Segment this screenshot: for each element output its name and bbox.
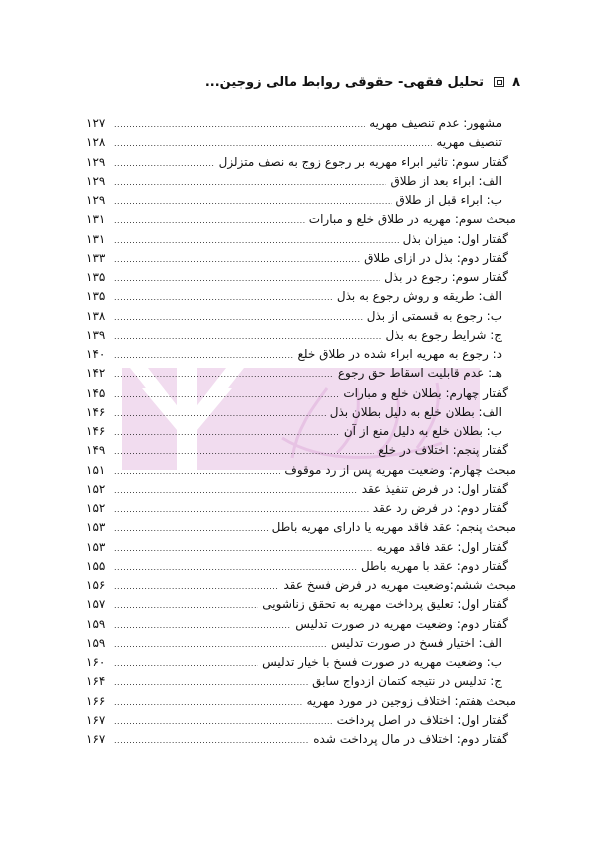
- dot-leader: [114, 500, 369, 519]
- toc-entry[interactable]: الف: طریقه و روش رجوع به بذل ..... ۱۳۵: [86, 287, 516, 306]
- toc-entry[interactable]: گفتار دوم: وضعیت مهریه در صورت تدلیس ..... ۱۵۹: [86, 615, 516, 634]
- toc-entry[interactable]: ج: تدلیس در نتیجه کتمان ازدواج سابق ..... ۱۶۴: [86, 672, 516, 691]
- header-page-number: ۸: [512, 75, 520, 90]
- dot-leader: [114, 596, 258, 615]
- toc-entry[interactable]: ب: رجوع به قسمتی از بذل ..... ۱۳۸: [86, 307, 516, 326]
- dot-leader: [114, 308, 363, 327]
- dot-leader: [114, 442, 374, 461]
- dot-leader: [114, 731, 309, 750]
- dot-leader: [114, 462, 280, 481]
- dot-leader: [114, 154, 215, 173]
- dot-leader: [114, 288, 333, 307]
- toc-entry[interactable]: گفتار اول: عقد فاقد مهریه ..... ۱۵۳: [86, 538, 516, 557]
- toc-entry[interactable]: گفتار اول: اختلاف در اصل پرداخت ..... ۱۶۷: [86, 711, 516, 730]
- dot-leader: [114, 231, 399, 250]
- dot-leader: [114, 134, 432, 153]
- dot-leader: [114, 346, 294, 365]
- toc-entry[interactable]: د: رجوع به مهریه ابراء شده در طلاق خلع ..... ۱۴۰: [86, 345, 516, 364]
- dot-leader: [114, 211, 305, 230]
- toc-entry[interactable]: گفتار دوم: عقد با مهریه باطل ..... ۱۵۵: [86, 557, 516, 576]
- toc-entry[interactable]: گفتار دوم: در فرض رد عقد ..... ۱۵۲: [86, 499, 516, 518]
- dot-leader: [114, 654, 258, 673]
- dot-leader: [114, 173, 386, 192]
- dot-leader: [114, 423, 340, 442]
- dot-leader: [114, 635, 327, 654]
- dot-leader: [114, 616, 291, 635]
- toc-entry[interactable]: الف: بطلان خلع به دلیل بطلان بذل ..... ۱۴۶: [86, 403, 516, 422]
- toc-entry[interactable]: الف: ابراء بعد از طلاق ..... ۱۲۹: [86, 172, 516, 191]
- running-header: [80, 74, 520, 92]
- dot-leader: [114, 673, 308, 692]
- dot-leader: [114, 327, 382, 346]
- toc-entry[interactable]: گفتار سوم: رجوع در بذل ..... ۱۳۵: [86, 268, 516, 287]
- header-title: تحلیل فقهی- حقوقی روابط مالی زوجین...: [204, 75, 484, 90]
- toc-entry[interactable]: تنصیف مهریه ..... ۱۲۸: [86, 133, 516, 152]
- toc-entry[interactable]: گفتار پنجم: اختلاف در خلع ..... ۱۴۹: [86, 441, 516, 460]
- toc-entry[interactable]: مبحث ششم:وضعیت مهریه در فرض فسخ عقد ..... ۱۵۶: [86, 576, 516, 595]
- toc-entry[interactable]: هـ: عدم قابلیت اسقاط حق رجوع ..... ۱۴۲: [86, 364, 516, 383]
- dot-leader: [114, 577, 279, 596]
- toc-entry[interactable]: گفتار سوم: تاثیر ابراء مهریه بر رجوع زوج به نصف متزلزل ..... ۱۲۹: [86, 153, 516, 172]
- dot-leader: [114, 365, 334, 384]
- toc-entry[interactable]: مبحث چهارم: وضعیت مهریه پس از رد موقوف ..... ۱۵۱: [86, 461, 516, 480]
- dot-leader: [114, 712, 333, 731]
- toc-entry[interactable]: مبحث هفتم: اختلاف زوجین در مورد مهریه ..... ۱۶۶: [86, 692, 516, 711]
- dot-leader: [114, 192, 392, 211]
- dot-leader: [114, 115, 365, 134]
- toc-entry[interactable]: مبحث پنجم: عقد فاقد مهریه یا دارای مهریه باطل ..... ۱۵۳: [86, 518, 516, 537]
- toc-entry[interactable]: ب: بطلان خلع به دلیل منع از آن ..... ۱۴۶: [86, 422, 516, 441]
- dot-leader: [114, 539, 373, 558]
- toc-entry[interactable]: الف: اختیار فسخ در صورت تدلیس ..... ۱۵۹: [86, 634, 516, 653]
- dot-leader: [114, 481, 358, 500]
- toc-entry[interactable]: مشهور: عدم تنصیف مهریه ..... ۱۲۷: [86, 114, 516, 133]
- toc-entry[interactable]: گفتار دوم: اختلاف در مال پرداخت شده ..... ۱۶۷: [86, 730, 516, 749]
- toc-entry[interactable]: ب: وضعیت مهریه در صورت فسخ با خیار تدلیس ..... ۱۶۰: [86, 653, 516, 672]
- dot-leader: [114, 250, 360, 269]
- table-of-contents: [86, 114, 516, 749]
- toc-entry[interactable]: گفتار دوم: بذل در ازای طلاق ..... ۱۳۳: [86, 249, 516, 268]
- toc-entry[interactable]: مبحث سوم: مهریه در طلاق خلع و مبارات ..... ۱۳۱: [86, 210, 516, 229]
- dot-leader: [114, 269, 380, 288]
- toc-entry[interactable]: گفتار اول: میزان بذل ..... ۱۳۱: [86, 230, 516, 249]
- dot-leader: [114, 558, 357, 577]
- book-logo-icon: [494, 77, 504, 87]
- toc-entry[interactable]: گفتار اول: در فرض تنفیذ عقد ..... ۱۵۲: [86, 480, 516, 499]
- dot-leader: [114, 404, 326, 423]
- toc-entry[interactable]: ج: شرایط رجوع به بذل ..... ۱۳۹: [86, 326, 516, 345]
- toc-entry[interactable]: گفتار اول: تعلیق پرداخت مهریه به تحقق زناشویی ..... ۱۵۷: [86, 595, 516, 614]
- toc-entry[interactable]: ب: ابراء قبل از طلاق ..... ۱۲۹: [86, 191, 516, 210]
- dot-leader: [114, 519, 268, 538]
- dot-leader: [114, 693, 302, 712]
- dot-leader: [114, 385, 339, 404]
- toc-entry[interactable]: گفتار چهارم: بطلان خلع و مبارات ..... ۱۴۵: [86, 384, 516, 403]
